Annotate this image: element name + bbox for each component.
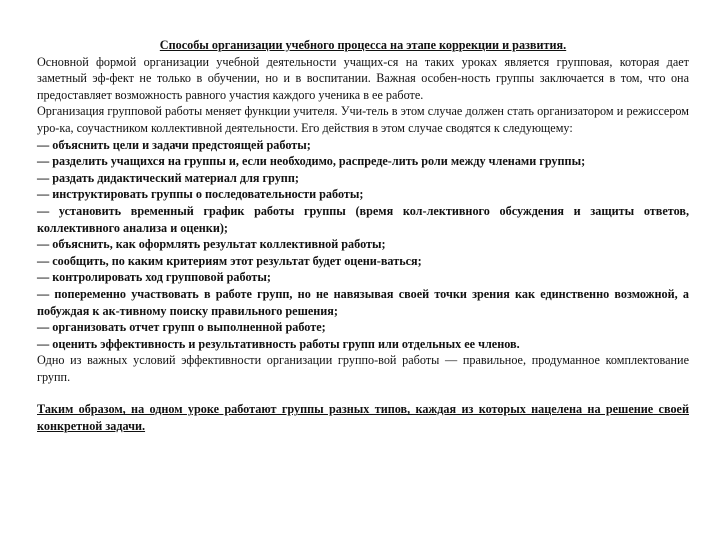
teacher-actions-list [37,137,689,353]
paragraph-spacer [37,385,689,401]
condition-paragraph: Одно из важных условий эффективности организации группо-вой работы — правильное, продуманное комплектование групп. [37,353,689,384]
list-item: — разделить учащихся на группы и, если необходимо, распреде-лить роли между членами группы; [37,154,586,169]
list-item: — контролировать ход групповой работы; [37,270,271,285]
document-page [37,37,689,435]
list-item: — оценить эффективность и результативность работы групп или отдельных ее членов. [37,336,520,351]
conclusion-paragraph: Таким образом, на одном уроке работают группы разных типов, каждая из которых нацелена на решение своей конкретной задачи. [37,402,689,434]
list-item: — раздать дидактический материал для групп; [37,170,299,185]
intro-paragraph: Основной формой организации учебной деятельности учащих-ся на таких уроках является групповая, которая дает заметный эф-фект не только в обучении, но и в воспитании. Важная особен-ность группы заключается в том, что она предоставляет возможность равного участия каждого ученика в ее работе. [37,54,689,102]
list-item: — сообщить, по каким критериям этот результат будет оцени-ваться; [37,253,422,268]
document-title: Способы организации учебного процесса на этапе коррекции и развития. [159,38,567,52]
list-item: — объяснить цели и задачи предстоящей работы; [37,137,311,152]
list-item: — попеременно участвовать в работе групп, но не навязывая своей точки зрения как единственно возможной, а побуждая к ак-тивному поиску правильного решения; [37,286,689,318]
list-item: — установить временный график работы группы (время кол-лективного обсуждения и защиты ответов, коллективного анализа и оценки); [37,203,689,235]
list-item: — инструктировать группы о последовательности работы; [37,187,364,202]
list-item: — объяснить, как оформлять результат коллективной работы; [37,237,386,252]
teacher-role-paragraph: Организация групповой работы меняет функции учителя. Учи-тель в этом случае должен стать организатором и режиссером уро-ка, соучастником коллективной деятельности. Его действия в этом случае сводятся к следующему: [37,104,689,135]
list-item: — организовать отчет групп о выполненной работе; [37,320,326,335]
